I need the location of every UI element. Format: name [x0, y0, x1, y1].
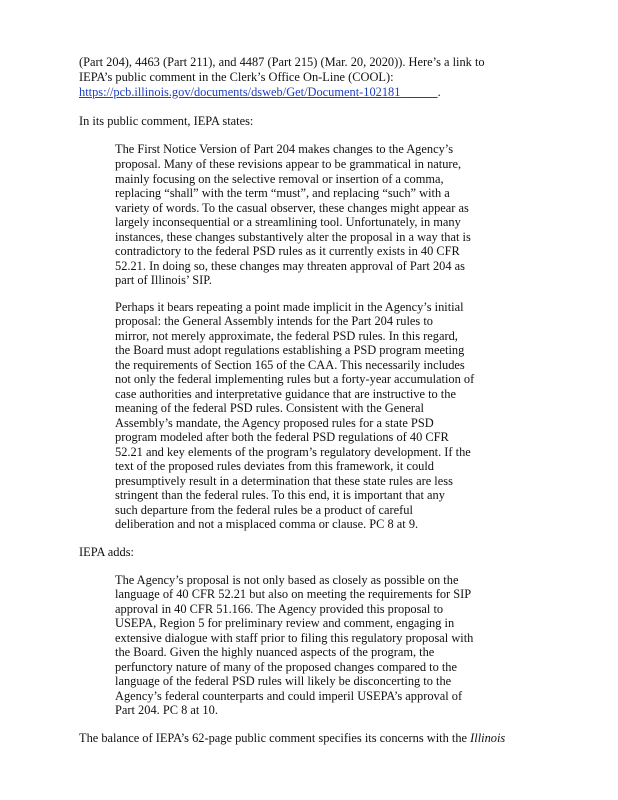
closing-italic: Illinois: [470, 731, 506, 745]
quote2-line: case authorities and interpretative guidance that are instructive to the: [115, 387, 456, 401]
intro-line-3: [79, 85, 441, 99]
quote2-line: Perhaps it bears repeating a point made implicit in the Agency’s initial: [115, 300, 464, 314]
quote2-line: stringent than the federal rules. To this end, it is important that any: [115, 488, 445, 502]
quote1-line: proposal. Many of these revisions appear to be grammatical in nature,: [115, 157, 462, 171]
quote2-line: not only the federal implementing rules but a forty-year accumulation of: [115, 372, 475, 386]
quote3-line: USEPA, Region 5 for preliminary review and comment, engaging in: [115, 616, 455, 630]
quote2-line: text of the proposed rules deviates from this framework, it could: [115, 459, 434, 473]
quote3-line: language of 40 CFR 52.21 but also on meeting the requirements for SIP: [115, 587, 472, 601]
quote2-line: proposal: the General Assembly intends for the Part 204 rules to: [115, 314, 433, 328]
closing-text: The balance of IEPA’s 62-page public comment specifies its concerns with the: [79, 731, 468, 745]
quote1-line: largely inconsequential or a streamlining tool. Unfortunately, in many: [115, 215, 461, 229]
quote2-line: program modeled after both the federal PSD regulations of 40 CFR: [115, 430, 449, 444]
quote3-line: perfunctory nature of many of the proposed changes compared to the: [115, 660, 457, 674]
quote2-line: presumptively result in a determination that these state rules are less: [115, 474, 453, 488]
quote1-line: contradictory to the federal PSD rules as it currently exists in 40 CFR: [115, 244, 460, 258]
link-suffix: .: [437, 85, 441, 99]
quote2-line: the Board must adopt regulations establishing a PSD program meeting: [115, 343, 465, 357]
quote3-line: extensive dialogue with staff prior to filing this regulatory proposal with: [115, 631, 474, 645]
quote1-line: 52.21. In doing so, these changes may threaten approval of Part 204 as: [115, 259, 465, 273]
quote2-line: meaning of the federal PSD rules. Consistent with the General: [115, 401, 425, 415]
quote3-line: Agency’s federal counterparts and could imperil USEPA’s approval of: [115, 689, 463, 703]
quote1-line: instances, these changes substantively alter the proposal in a way that is: [115, 230, 471, 244]
quote2-line: the requirements of Section 165 of the CAA. This necessarily includes: [115, 358, 465, 372]
quote1-line: variety of words. To the casual observer, these changes might appear as: [115, 201, 469, 215]
quote1-line: mainly focusing on the selective removal or insertion of a comma,: [115, 172, 444, 186]
closing-line: [79, 731, 505, 745]
quote1-line: part of Illinois’ SIP.: [115, 273, 212, 287]
states-intro: In its public comment, IEPA states:: [79, 114, 254, 128]
quote3-line: Part 204. PC 8 at 10.: [115, 703, 218, 717]
quote3-line: approval in 40 CFR 51.166. The Agency provided this proposal to: [115, 602, 444, 616]
intro-line-1: (Part 204), 4463 (Part 211), and 4487 (Part 215) (Mar. 20, 2020)). Here’s a link to: [79, 55, 485, 69]
quote3-line: language of the federal PSD rules will likely be disconcerting to the: [115, 674, 452, 688]
quote3-line: the Board. Given the highly nuanced aspects of the program, the: [115, 645, 435, 659]
quote2-line: 52.21 and key elements of the program’s regulatory development. If the: [115, 445, 471, 459]
adds-intro: IEPA adds:: [79, 545, 134, 559]
cool-document-link[interactable]: https://pcb.illinois.gov/documents/dsweb/Get/Document-102181: [79, 85, 401, 99]
quote2-line: deliberation and not a misplaced comma or clause. PC 8 at 9.: [115, 517, 419, 531]
intro-line-2: IEPA’s public comment in the Clerk’s Office On-Line (COOL):: [79, 70, 394, 84]
quote2-line: mirror, not merely approximate, the federal PSD rules. In this regard,: [115, 329, 458, 343]
quote2-line: such departure from the federal rules be a product of careful: [115, 503, 413, 517]
quote1-line: The First Notice Version of Part 204 makes changes to the Agency’s: [115, 142, 454, 156]
quote3-line: The Agency’s proposal is not only based as closely as possible on the: [115, 573, 459, 587]
quote2-line: Assembly’s mandate, the Agency proposed rules for a state PSD: [115, 416, 434, 430]
quote1-line: replacing “shall” with the term “must”, and replacing “such” with a: [115, 186, 450, 200]
link-underline-tail: [400, 85, 437, 99]
